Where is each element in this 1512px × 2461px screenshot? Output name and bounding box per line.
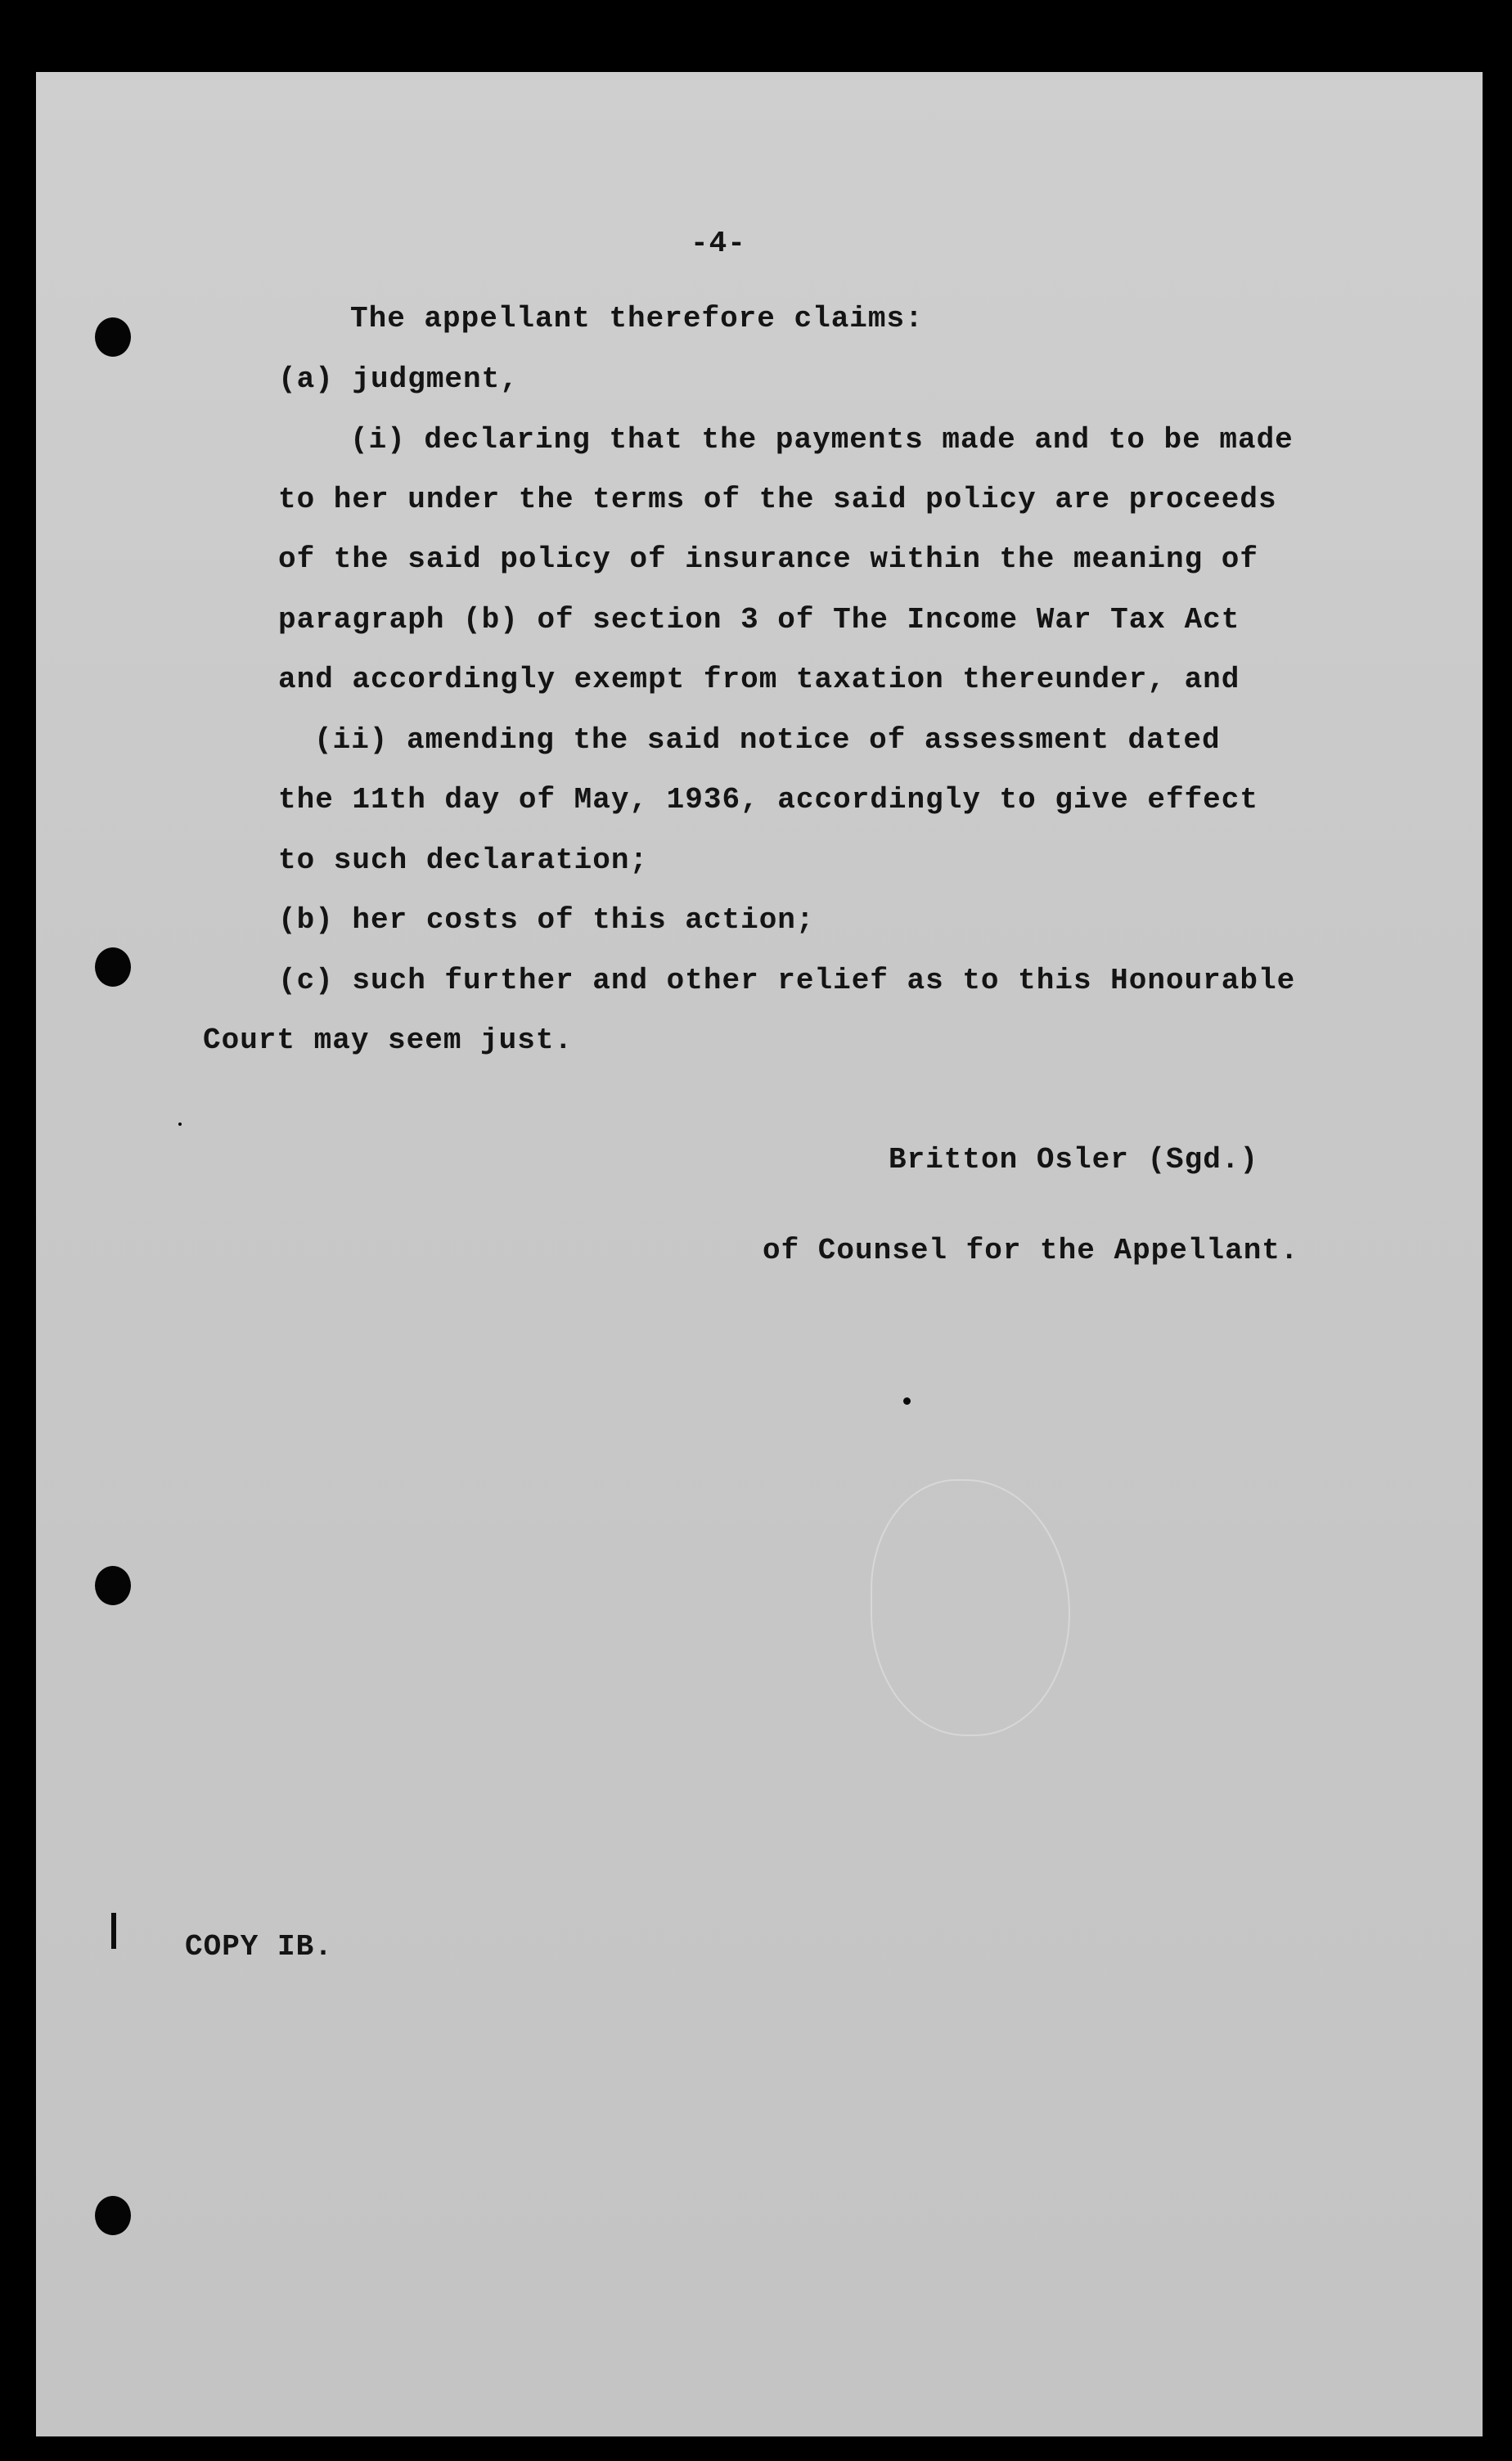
claim-a-ii-line: to such declaration; [278,844,649,877]
claim-c-line: Court may seem just. [203,1024,574,1057]
claim-a-ii-line: the 11th day of May, 1936, accordingly to give effect [278,783,1258,817]
claim-a-i-line: to her under the terms of the said policy are proceeds [278,483,1277,516]
punch-hole [95,2196,131,2235]
punch-hole [95,317,131,357]
signature-name: Britton Osler (Sgd.) [889,1143,1259,1177]
signature-role: of Counsel for the Appellant. [763,1234,1299,1267]
claim-a-i-line: and accordingly exempt from taxation thereunder, and [278,663,1240,696]
ink-speck [178,1123,182,1126]
claim-c-line: (c) such further and other relief as to this Honourable [278,964,1296,997]
punch-hole [95,1566,131,1605]
edge-mark [111,1913,116,1949]
claim-a-i-line: (i) declaring that the payments made and to be made [350,423,1294,457]
claim-a: (a) judgment, [278,362,519,396]
paper-stain [871,1479,1070,1736]
claim-a-ii-line: (ii) amending the said notice of assessment dated [314,723,1221,757]
page-number: -4- [691,227,746,260]
claims-intro: The appellant therefore claims: [350,302,924,335]
claim-a-i-line: of the said policy of insurance within the meaning of [278,542,1258,576]
paper-sheet [36,72,1483,2436]
ink-speck [903,1397,911,1405]
claim-b: (b) her costs of this action; [278,903,815,937]
claim-a-i-line: paragraph (b) of section 3 of The Income War Tax Act [278,603,1240,637]
copy-mark: COPY IB. [185,1930,333,1964]
punch-hole [95,947,131,987]
